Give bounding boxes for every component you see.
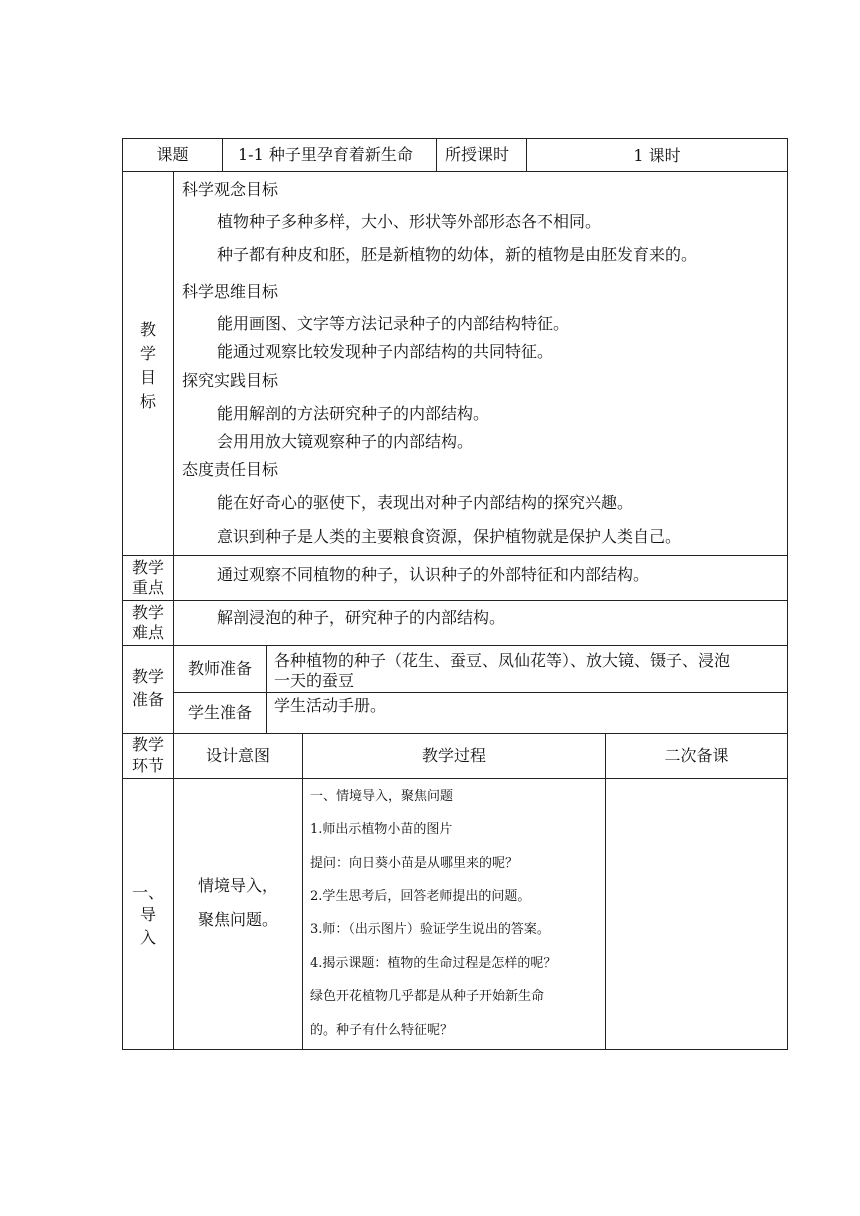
- difficulties-text: 解剖浸泡的种子，研究种子的内部结构。: [217, 608, 506, 627]
- stage-one-intent: 情境导入，: [197, 876, 278, 895]
- topic-value: 1-1 种子里孕育着新生命: [238, 145, 413, 164]
- topic-label: 课题: [156, 145, 189, 164]
- col-divider: [266, 645, 267, 734]
- process-header: 教学过程: [421, 746, 486, 765]
- notes-header: 二次备课: [664, 746, 729, 765]
- stage-one-label: 入: [139, 928, 156, 947]
- difficulties-label: 难点: [131, 623, 164, 642]
- goal-line: 能用解剖的方法研究种子的内部结构。: [217, 404, 490, 423]
- stage-one-label: 导: [139, 905, 156, 924]
- col-divider: [436, 138, 437, 172]
- difficulties-label: 教学: [131, 603, 164, 622]
- goal-line: 植物种子多种多样，大小、形状等外部形态各不相同。: [217, 212, 602, 231]
- col-divider: [302, 733, 303, 1050]
- goals-label: 教学目标: [139, 320, 156, 411]
- row-divider: [122, 600, 788, 601]
- key-points-label: 教学: [131, 558, 164, 577]
- goal-section-title: 科学观念目标: [182, 180, 279, 199]
- process-step: 一、情境导入，聚焦问题: [310, 789, 454, 804]
- stage-one-label: 一、: [131, 883, 164, 902]
- goal-line: 种子都有种皮和胚，胚是新植物的幼体，新的植物是由胚发育来的。: [217, 245, 698, 264]
- goal-line: 能通过观察比较发现种子内部结构的共同特征。: [217, 342, 554, 361]
- intent-header: 设计意图: [205, 746, 270, 765]
- goal-section-title: 科学思维目标: [182, 282, 279, 301]
- goal-section-title: 态度责任目标: [182, 460, 279, 479]
- goal-line: 能用画图、文字等方法记录种子的内部结构特征。: [217, 314, 570, 333]
- process-step: 的。种子有什么特征呢？: [310, 1023, 454, 1038]
- key-points-label: 重点: [131, 578, 164, 597]
- goal-line: 能在好奇心的驱使下，表现出对种子内部结构的探究兴趣。: [217, 493, 634, 512]
- col-divider: [605, 733, 606, 1050]
- goal-section-title: 探究实践目标: [182, 371, 279, 390]
- process-step: 4.揭示课题：植物的生命过程是怎样的呢？: [310, 956, 557, 971]
- process-step: 3.师：（出示图片）验证学生说出的答案。: [310, 922, 550, 937]
- teacher-prep-text: 一天的蚕豆: [274, 671, 355, 690]
- row-divider: [122, 733, 788, 734]
- preparation-label: 准备: [131, 690, 164, 709]
- goal-line: 会用用放大镜观察种子的内部结构。: [217, 432, 474, 451]
- col-divider: [222, 138, 223, 172]
- process-step: 1.师出示植物小苗的图片: [310, 822, 453, 837]
- key-points-text: 通过观察不同植物的种子，认识种子的外部特征和内部结构。: [217, 565, 650, 584]
- teacher-prep-label: 教师准备: [187, 659, 252, 678]
- goal-line: 意识到种子是人类的主要粮食资源，保护植物就是保护人类自己。: [217, 527, 682, 546]
- stage-header: 环节: [131, 756, 164, 775]
- student-prep-label: 学生准备: [187, 703, 252, 722]
- teacher-prep-text: 各种植物的种子（花生、蚕豆、凤仙花等）、放大镜、镊子、浸泡: [274, 651, 731, 670]
- hours-value: 1 课时: [633, 146, 681, 165]
- stage-one-intent: 聚焦问题。: [197, 910, 278, 929]
- process-step: 绿色开花植物几乎都是从种子开始新生命: [310, 989, 545, 1004]
- row-divider: [122, 778, 788, 779]
- preparation-label: 教学: [131, 667, 164, 686]
- process-step: 提问：向日葵小苗是从哪里来的呢？: [310, 856, 519, 871]
- hours-label: 所授课时: [445, 145, 510, 164]
- row-divider: [122, 555, 788, 556]
- student-prep-text: 学生活动手册。: [274, 696, 387, 715]
- process-step: 2.学生思考后，回答老师提出的问题。: [310, 889, 531, 904]
- stage-header: 教学: [131, 735, 164, 754]
- row-divider: [122, 645, 788, 646]
